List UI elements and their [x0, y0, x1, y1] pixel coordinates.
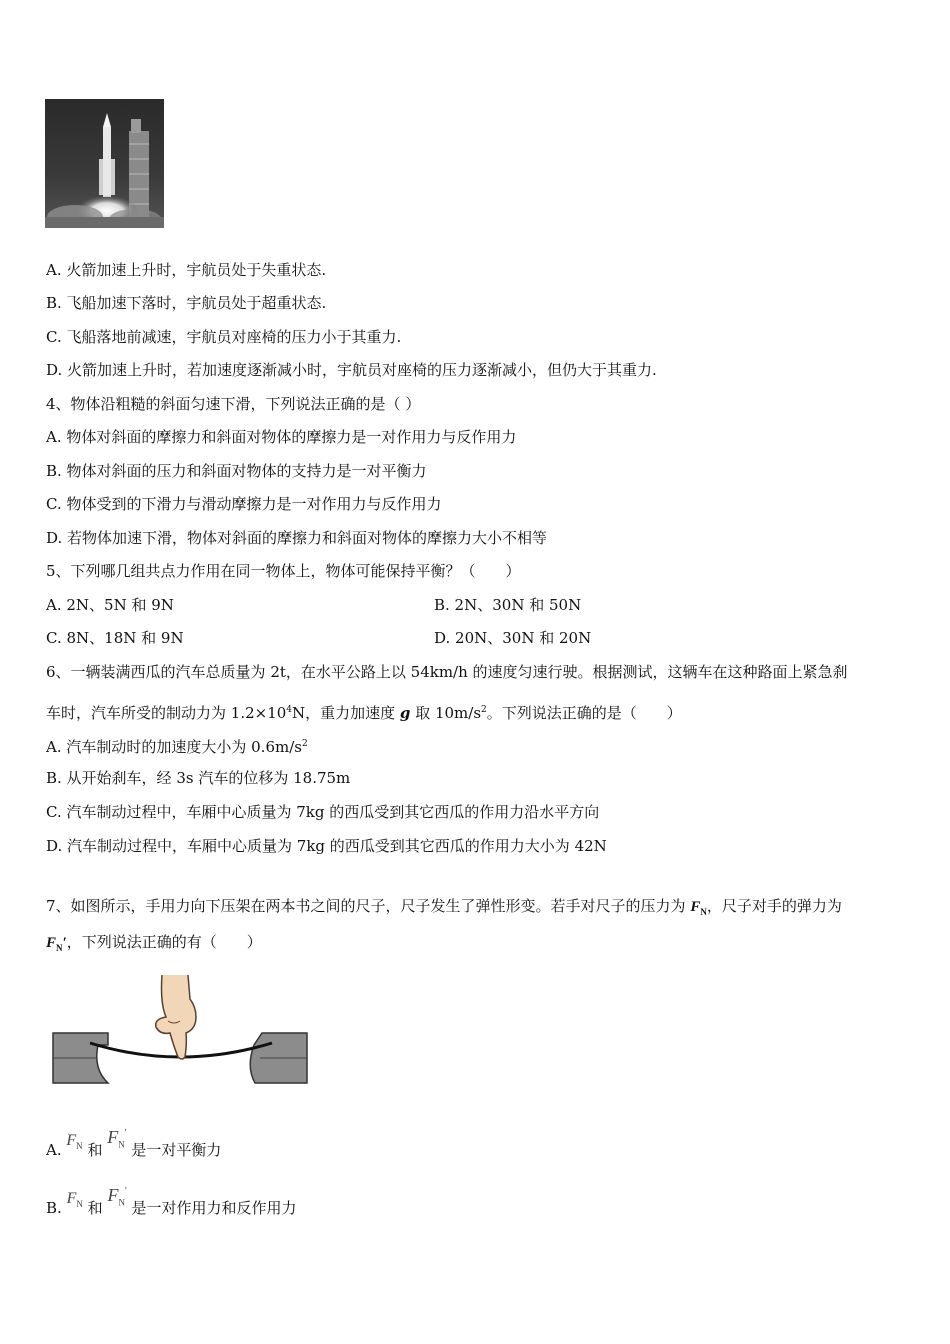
q6-stem-line2	[46, 700, 682, 723]
q4-stem: 4、物体沿粗糙的斜面匀速下滑，下列说法正确的是（ ）	[46, 395, 421, 413]
q3-option-d: D. 火箭加速上升时，若加速度逐渐减小时，宇航员对座椅的压力逐渐减小，但仍大于其重力.	[46, 361, 657, 379]
q7-stem-line2	[46, 932, 262, 958]
q5-stem: 5、下列哪几组共点力作用在同一物体上，物体可能保持平衡？（ ）	[46, 562, 521, 580]
q7-option-b-and: 和	[87, 1199, 103, 1217]
q6-option-c: C. 汽车制动过程中，车厢中心质量为 7kg 的西瓜受到其它西瓜的作用力沿水平方向	[46, 803, 600, 821]
q7-option-b-fn-prime: $F_N'$	[107, 1185, 127, 1208]
q6-exponent-2: 2	[481, 705, 487, 715]
q7-stem-line1	[46, 896, 842, 922]
q6-option-a-text: A. 汽车制动时的加速度大小为 0.6m/s	[46, 738, 302, 756]
q7-option-b-text: 是一对作用力和反作用力	[131, 1199, 297, 1217]
q6-option-d: D. 汽车制动过程中，车厢中心质量为 7kg 的西瓜受到其它西瓜的作用力大小为 42N	[46, 837, 607, 855]
q6-stem-text-d: 。下列说法正确的是（ ）	[486, 704, 682, 722]
q5-option-b: B. 2N、30N 和 50N	[434, 596, 582, 614]
q7-option-b	[46, 1186, 297, 1217]
q7-stem-text-b: ，尺子对手的弹力为	[706, 897, 842, 915]
q4-option-a: A. 物体对斜面的摩擦力和斜面对物体的摩擦力是一对作用力与反作用力	[46, 428, 517, 446]
q6-g-symbol: g	[399, 704, 411, 722]
q4-option-c: C. 物体受到的下滑力与滑动摩擦力是一对作用力与反作用力	[46, 495, 442, 513]
q7-fn-prime-symbol: $F_N'$	[46, 935, 67, 953]
q7-stem-text-c: ，下列说法正确的有（ ）	[66, 933, 262, 951]
q7-option-a-fn: $F_N$	[66, 1132, 83, 1152]
q6-stem-text-a: 车时，汽车所受的制动力为 1.2×10	[46, 704, 287, 722]
hand-pressing-ruler-figure	[50, 973, 310, 1088]
q7-option-b-label: B.	[46, 1199, 62, 1217]
q5-option-a: A. 2N、5N 和 9N	[46, 596, 174, 614]
q5-option-d: D. 20N、30N 和 20N	[434, 629, 592, 647]
rocket-launch-photo	[45, 99, 164, 228]
q4-option-b: B. 物体对斜面的压力和斜面对物体的支持力是一对平衡力	[46, 462, 427, 480]
q7-option-a-text: 是一对平衡力	[131, 1141, 222, 1159]
q4-option-d: D. 若物体加速下滑，物体对斜面的摩擦力和斜面对物体的摩擦力大小不相等	[46, 529, 548, 547]
q7-option-a	[46, 1128, 221, 1159]
q3-option-b: B. 飞船加速下落时，宇航员处于超重状态.	[46, 294, 327, 312]
q6-stem-line1: 6、一辆装满西瓜的汽车总质量为 2t，在水平公路上以 54km/h 的速度匀速行驶。根据测试，这辆车在这种路面上紧急刹	[46, 663, 848, 681]
q7-fn-symbol: $F_N$	[690, 899, 707, 917]
q7-stem-text-a: 7、如图所示，手用力向下压架在两本书之间的尺子，尺子发生了弹性形变。若手对尺子的压力为	[46, 897, 691, 915]
q7-option-b-fn: $F_N$	[66, 1190, 83, 1210]
q6-stem-text-b: N，重力加速度	[292, 704, 400, 722]
q5-option-c: C. 8N、18N 和 9N	[46, 629, 184, 647]
q6-exponent: 4	[286, 705, 293, 715]
q7-option-a-label: A.	[46, 1141, 62, 1159]
q6-stem-text-c: 取 10m/s	[410, 704, 482, 722]
q6-option-b: B. 从开始刹车，经 3s 汽车的位移为 18.75m	[46, 769, 351, 787]
q7-option-a-and: 和	[87, 1141, 103, 1159]
q6-option-a-exponent: 2	[301, 739, 308, 749]
q6-option-a	[46, 734, 308, 757]
q7-option-a-fn-prime: $F_N'$	[107, 1127, 127, 1150]
q3-option-c: C. 飞船落地前减速，宇航员对座椅的压力小于其重力.	[46, 328, 402, 346]
q3-option-a: A. 火箭加速上升时，宇航员处于失重状态.	[46, 261, 327, 279]
